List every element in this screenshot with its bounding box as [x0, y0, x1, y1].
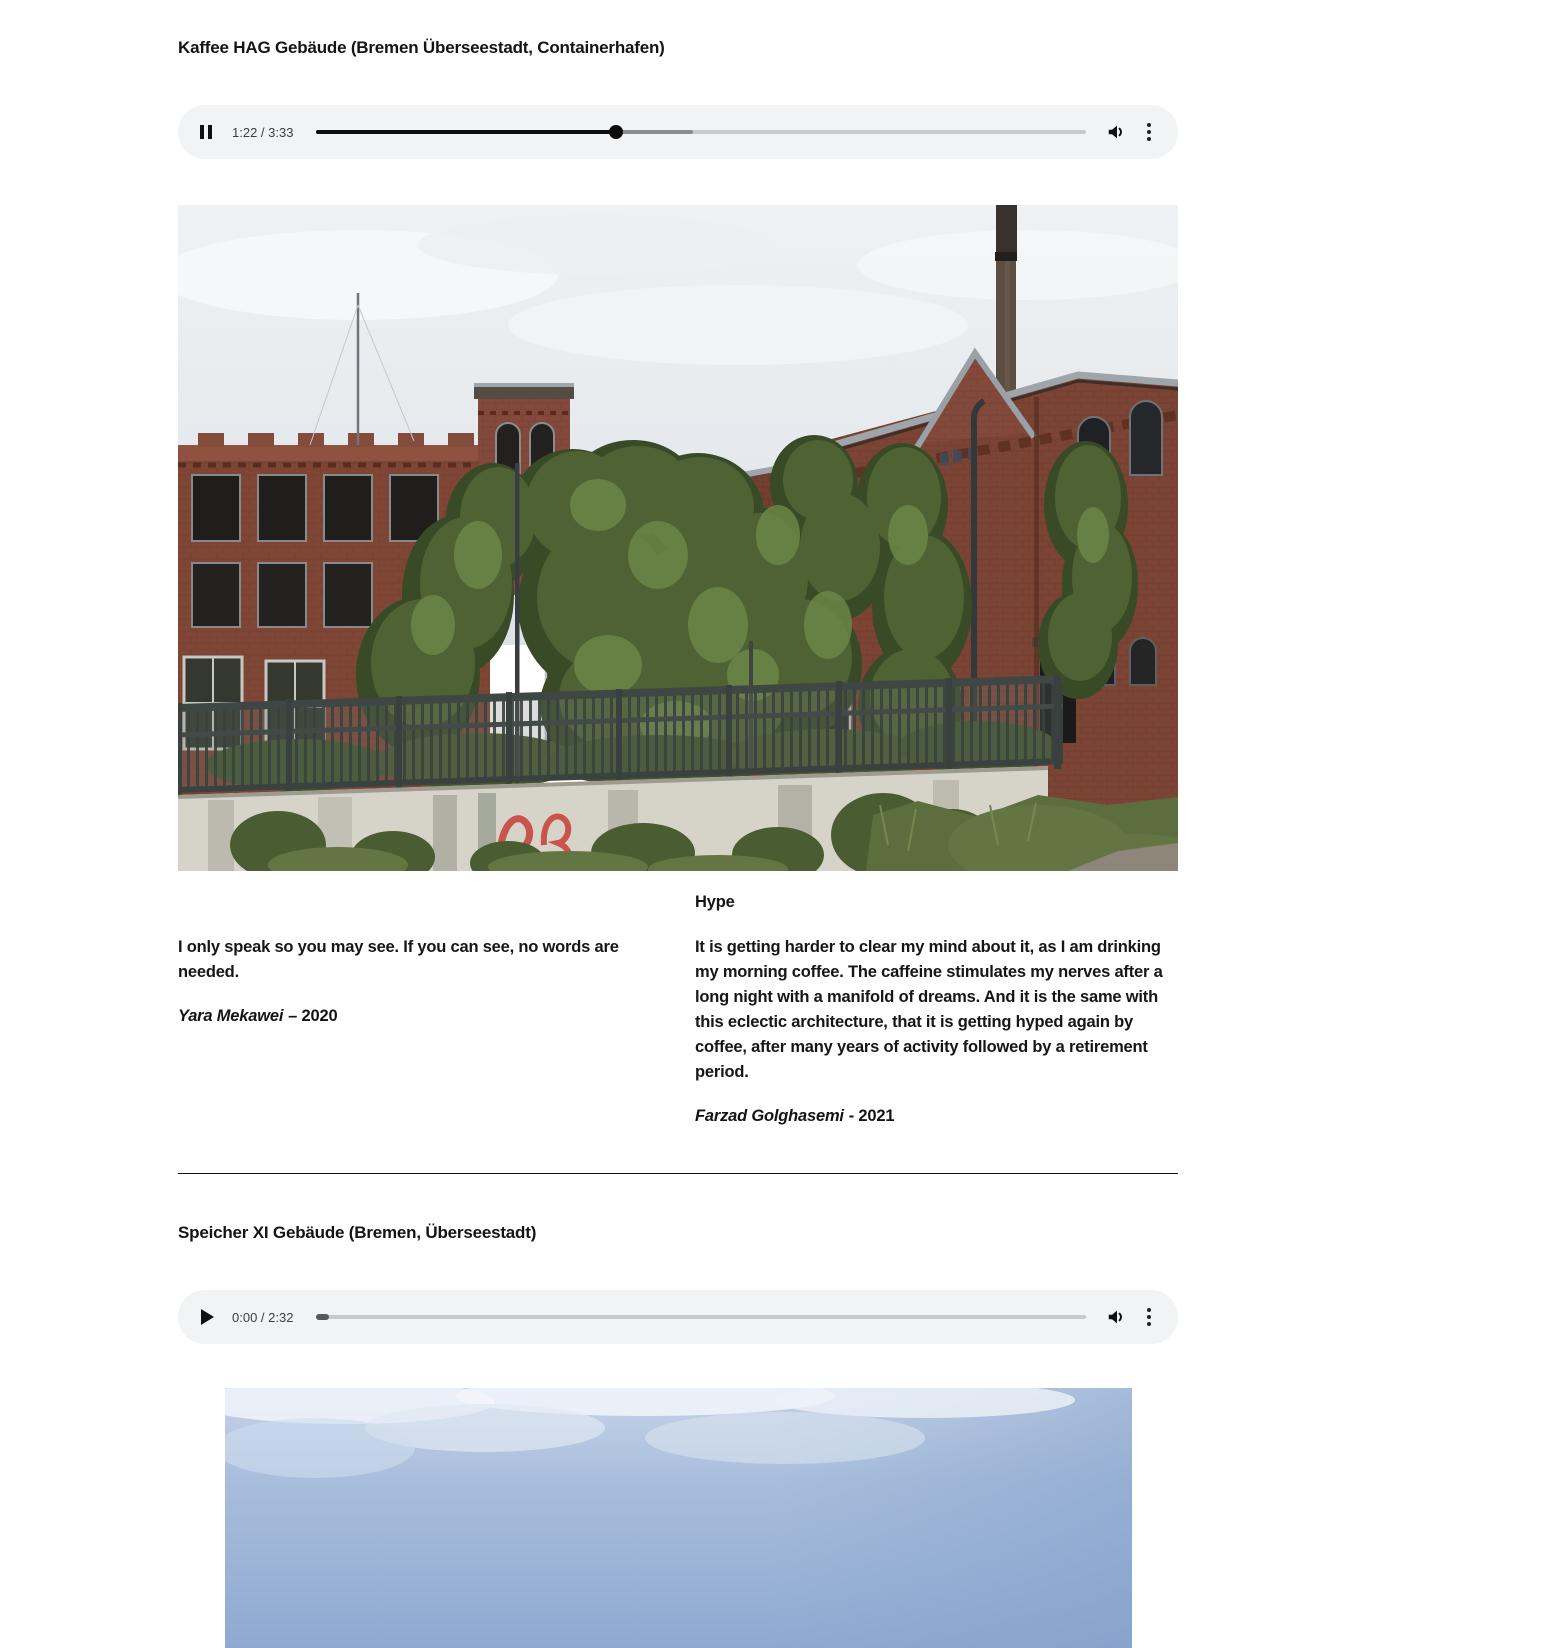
section-title-kaffee-hag: Kaffee HAG Gebäude (Bremen Überseestadt, Containerhafen): [178, 38, 665, 57]
quote-columns: [178, 893, 1178, 1129]
audio-played-bar: [316, 130, 616, 134]
audio-scrubber-thumb[interactable]: [316, 1314, 329, 1320]
audio-progress-track[interactable]: [316, 1315, 1086, 1319]
audio-player-speicher-xi[interactable]: [178, 1290, 1178, 1344]
author-year: - 2021: [848, 1107, 895, 1125]
author-name: Yara Mekawei: [178, 1007, 284, 1025]
page-content: [178, 0, 1178, 1648]
play-button[interactable]: [194, 1305, 218, 1329]
speicher-xi-photo-cropped: [225, 1388, 1132, 1648]
quote-right-heading: Hype: [695, 893, 735, 911]
play-icon: [201, 1309, 214, 1325]
pause-button[interactable]: [194, 120, 218, 144]
audio-time-display: 0:00 / 2:32: [232, 1309, 294, 1325]
audio-scrubber-thumb[interactable]: [609, 125, 623, 139]
speicher-xi-photo-illustration: [225, 1388, 1132, 1648]
kaffee-hag-building-photo: [178, 205, 1178, 871]
quote-right: [695, 893, 1178, 1129]
author-name: Farzad Golghasemi: [695, 1107, 844, 1125]
section-title-speicher-xi: Speicher XI Gebäude (Bremen, Überseestadt): [178, 1223, 537, 1242]
quote-left-text: I only speak so you may see. If you can see, no words are needed.: [178, 938, 619, 981]
audio-progress-track[interactable]: [316, 130, 1086, 134]
quote-right-text: It is getting harder to clear my mind about it, as I am drinking my morning coffee. The caffeine stimulates my nerves after a long night with a manifold of dreams. And it is the same with this eclectic architecture, that it is getting hyped again by coffee, after many years of activity followed by a retirement period.: [695, 938, 1163, 1081]
volume-icon[interactable]: [1106, 121, 1128, 143]
quote-left-heading: [178, 893, 661, 913]
audio-time-display: 1:22 / 3:33: [232, 124, 294, 140]
quote-right-author: [695, 1104, 1178, 1129]
volume-icon[interactable]: [1106, 1306, 1128, 1328]
author-year: – 2020: [288, 1007, 338, 1025]
more-options-icon[interactable]: [1140, 121, 1158, 143]
audio-player-kaffee-hag[interactable]: [178, 105, 1178, 159]
section-divider: [178, 1173, 1178, 1174]
more-options-icon[interactable]: [1140, 1306, 1158, 1328]
pause-icon: [200, 125, 212, 139]
kaffee-hag-photo-illustration: [178, 205, 1178, 871]
quote-left-author: [178, 1004, 661, 1029]
quote-left: [178, 893, 661, 1129]
